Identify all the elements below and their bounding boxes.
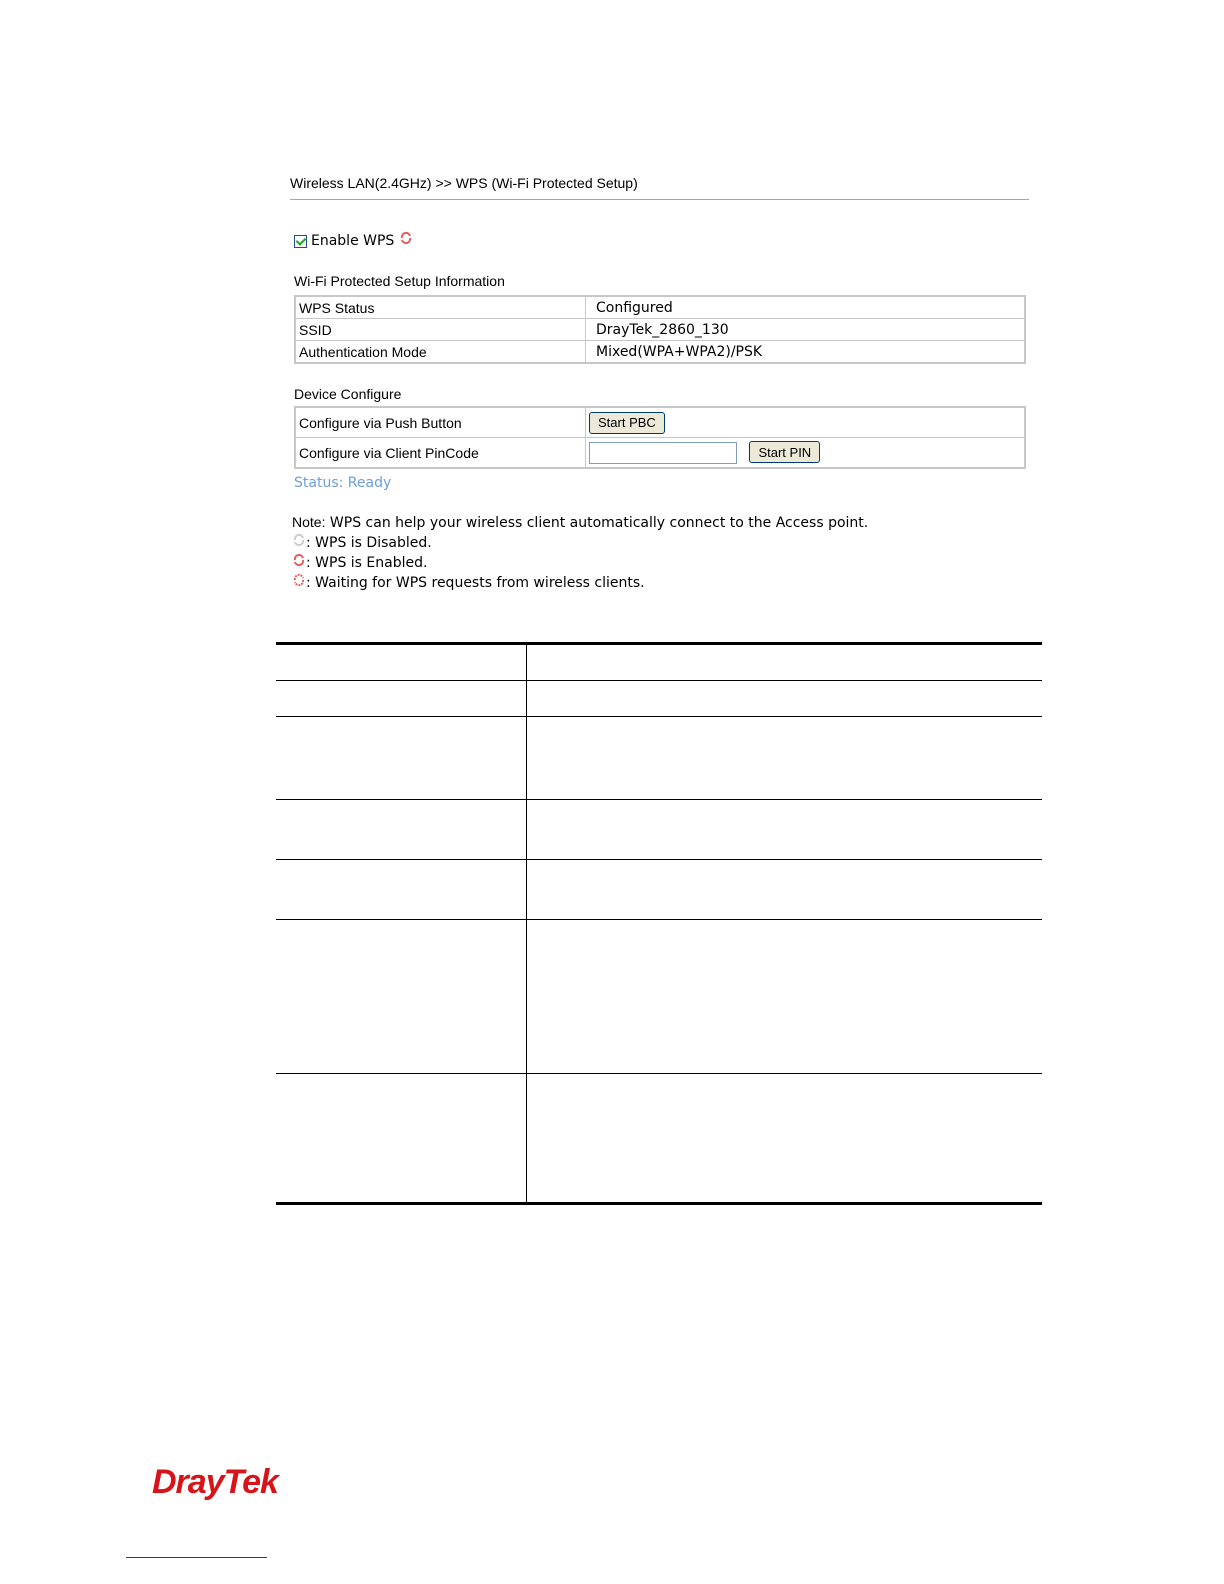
status-text: Status: Ready — [294, 475, 392, 491]
note-waiting-text: : Waiting for WPS requests from wireless clients. — [306, 575, 645, 591]
wps-info-table — [294, 295, 1026, 364]
notes-block — [292, 512, 868, 593]
enable-wps-checkbox[interactable] — [294, 235, 307, 248]
table-row — [276, 800, 1042, 860]
table-cell — [276, 1074, 527, 1204]
pin-code-label: Configure via Client PinCode — [295, 438, 586, 469]
wps-waiting-icon — [292, 573, 306, 587]
table-cell — [527, 860, 1043, 920]
page-breadcrumb: Wireless LAN(2.4GHz) >> WPS (Wi-Fi Protected Setup) — [290, 175, 638, 191]
table-cell — [527, 920, 1043, 1074]
note-text: WPS can help your wireless client automatically connect to the Access point. — [325, 515, 869, 531]
note-disabled-line — [292, 533, 868, 553]
table-cell — [276, 800, 527, 860]
table-cell — [276, 860, 527, 920]
device-configure-title: Device Configure — [294, 386, 402, 402]
table-cell — [527, 681, 1043, 717]
ssid-value: DrayTek_2860_130 — [586, 319, 1026, 341]
table-cell — [527, 717, 1043, 800]
table-row — [295, 319, 1025, 341]
note-waiting-line — [292, 573, 868, 593]
table-cell — [276, 920, 527, 1074]
table-row — [276, 920, 1042, 1074]
push-button-label: Configure via Push Button — [295, 407, 586, 438]
pin-code-input[interactable] — [589, 442, 737, 464]
footer-line — [126, 1557, 267, 1558]
title-divider — [290, 199, 1029, 200]
enable-wps-label: Enable WPS — [311, 233, 395, 249]
start-pbc-button[interactable]: Start PBC — [589, 412, 665, 434]
wps-status-value: Configured — [586, 296, 1026, 319]
note-label: Note: — [292, 514, 326, 530]
wps-info-title: Wi-Fi Protected Setup Information — [294, 273, 505, 289]
pin-code-cell — [586, 438, 1026, 469]
table-row — [295, 341, 1025, 364]
auth-mode-value: Mixed(WPA+WPA2)/PSK — [586, 341, 1026, 364]
table-cell — [276, 717, 527, 800]
note-line — [292, 512, 868, 533]
table-row — [295, 438, 1025, 469]
push-button-cell — [586, 407, 1026, 438]
table-row — [276, 860, 1042, 920]
device-configure-table — [294, 406, 1026, 469]
wps-enabled-icon — [399, 231, 413, 245]
wps-enabled-icon — [292, 553, 306, 567]
ssid-label: SSID — [295, 319, 586, 341]
auth-mode-label: Authentication Mode — [295, 341, 586, 364]
draytek-logo: DrayTek — [152, 1463, 278, 1501]
wps-disabled-icon — [292, 533, 306, 547]
note-disabled-text: : WPS is Disabled. — [306, 535, 432, 551]
table-row — [295, 296, 1025, 319]
table-cell — [527, 800, 1043, 860]
table-row — [276, 1074, 1042, 1204]
start-pin-button[interactable]: Start PIN — [749, 441, 820, 463]
table-row — [276, 681, 1042, 717]
description-table — [276, 642, 1042, 1205]
table-row — [295, 407, 1025, 438]
table-row — [276, 644, 1042, 681]
table-row — [276, 717, 1042, 800]
enable-wps-row[interactable] — [294, 233, 413, 249]
table-cell — [276, 644, 527, 681]
wps-status-label: WPS Status — [295, 296, 586, 319]
table-cell — [527, 1074, 1043, 1204]
table-cell — [527, 644, 1043, 681]
note-enabled-line — [292, 553, 868, 573]
note-enabled-text: : WPS is Enabled. — [306, 555, 428, 571]
table-cell — [276, 681, 527, 717]
